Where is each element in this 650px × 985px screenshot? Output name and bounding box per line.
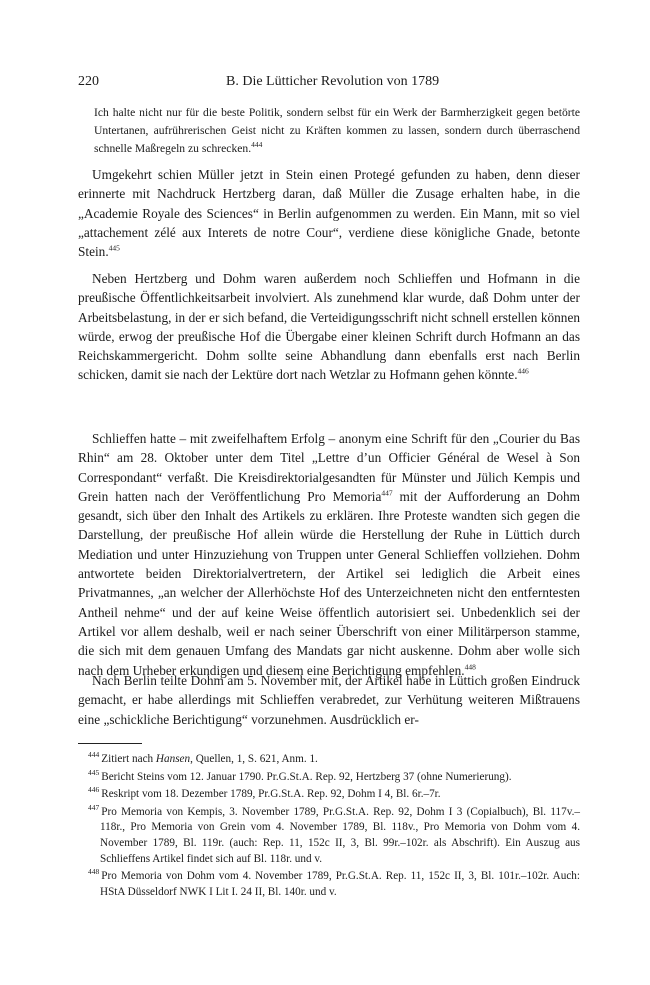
footnotes — [78, 752, 580, 902]
footnote-text: , Quellen, 1, S. 621, Anm. 1. — [190, 753, 318, 765]
footnote-number: 444 — [88, 750, 100, 760]
footnote-ref: 448 — [464, 662, 476, 672]
footnote-number: 446 — [88, 785, 100, 795]
paragraph-text: Schlieffen hatte – mit zweifelhaftem Erfolg – anonym eine Schrift für den „Courier du Bas Rhin“ am 28. Oktober unter dem Titel „Lettre d’un Officier Général de Wesel à Son Correspondant“ verfaßt. Die Kreisdirektorialgesandten für Münster und Jülich Kempis und Grein hatten nach der Veröffentlichung Pro Memoria — [78, 431, 580, 504]
footnote-number: 448 — [88, 867, 100, 877]
paragraph-text: mit der Aufforderung an Dohm gesandt, sich über den Inhalt des Artikels zu erklären. Ihre Proteste wandten sich gegen die Darstellung, der preußische Hof allein würde die Herstellung der Ruhe in Lüttich durch Mediation und unter Hinzuziehung von Truppen unter General Schlieffen vollziehen. Dohm antwortete beiden Direktorialvertretern, der Artikel sei lediglich die Arbeit eines Privatmannes, „an welcher der Allerhöchste Hof des Unterzeichneten nicht den entferntesten Antheil nehme“ und der auf keine Weise öffentlich autorisiert sei. Unbedenklich sei der Artikel vor allem deshalb, weil er nach seiner Überschrift von einer Militärperson stamme, die sich mit dem genauen Umfang des Mandats gar nicht auskenne. Dohm aber wolle sich nach dem Urheber erkundigen und diesem eine Berichtigung empfehlen. — [78, 488, 580, 678]
footnote — [78, 752, 580, 768]
page-header — [78, 74, 578, 94]
footnote-ref: 447 — [381, 488, 393, 498]
footnote-text: Reskript vom 18. Dezember 1789, Pr.G.St.A. Rep. 92, Dohm I 4, Bl. 6r.–7r. — [101, 788, 441, 801]
footnote-text: Pro Memoria von Kempis, 3. November 1789, Pr.G.St.A. Rep. 92, Dohm I 3 (Copialbuch), Bl. 117v.–118r., Pro Memoria von Grein vom 4. November 1789, Bl. 118v., Pro Memoria von Dohm vom 4. November 1789, Bl. 119r. (auch: Rep. 11, 152c II, 3, Bl. 99r.–102r. als Abschrift). Ein Auszug aus Schlieffens Artikel findet sich auf Bl. 118r. und v. — [100, 805, 580, 865]
footnote — [78, 869, 580, 900]
paragraph — [78, 671, 580, 729]
running-title: B. Die Lütticher Revolution von 1789 — [226, 74, 440, 89]
footnote-author: Hansen — [155, 753, 191, 765]
footnote-ref: 446 — [517, 367, 529, 377]
page-number: 220 — [78, 74, 99, 89]
footnote-text: Bericht Steins vom 12. Januar 1790. Pr.G.St.A. Rep. 92, Hertzberg 37 (ohne Numerierung). — [101, 770, 512, 783]
block-quote — [94, 104, 580, 158]
footnote-text: Pro Memoria von Dohm vom 4. November 1789, Pr.G.St.A. Rep. 11, 152c II, 3, Bl. 101r.–102r. Auch: HStA Düsseldorf NWK I Lit I. 24 II, Bl. 140r. und v. — [100, 870, 580, 898]
paragraph — [78, 165, 580, 261]
footnote-number: 445 — [88, 767, 100, 777]
paragraph-text: Nach Berlin teilte Dohm am 5. November mit, der Artikel habe in Lüttich großen Eindruck gemacht, er habe allerdings mit Schlieffen verabredet, zur Verhütung weiteren Mißtrauens eine „schickliche Berichtigung“ vorzunehmen. Ausdrücklich er- — [78, 673, 580, 727]
footnote — [78, 787, 580, 803]
paragraph-text: Umgekehrt schien Müller jetzt in Stein einen Protegé gefunden zu haben, denn dieser erinnerte mit Nachdruck Hertzberg daran, daß Müller die Zusage erhalten habe, in die „Academie Royale des Sciences“ in Berlin aufgenommen zu werden. Ein Mann, mit so viel „attachement zélé aux Interets de notre Cour“, verdiene diese königliche Gnade, betonte Stein. — [78, 167, 580, 260]
paragraph-text: Neben Hertzberg und Dohm waren außerdem noch Schlieffen und Hofmann in die preußische Öffentlichkeitsarbeit involviert. Als zunehmend klar wurde, daß Dohm unter der Arbeitsbelastung, in der er sich befand, die Verteidigungsschrift nicht schnell erstellen können würde, erwog der preußische Hof die Übergabe einer kleinen Schrift durch Hofmann an das Reichskammergericht. Dohm sollte seine Abhandlung dann ebenfalls erst nach Berlin schicken, damit sie nach der Lektüre dort nach Wetzlar zu Hofmann gehen könnte. — [78, 271, 580, 383]
footnote-ref: 445 — [108, 243, 120, 253]
paragraph — [78, 269, 580, 385]
footnote-text: Zitiert nach — [101, 753, 156, 765]
footnote — [78, 805, 580, 867]
footnote-divider — [78, 743, 142, 744]
footnote-number: 447 — [88, 803, 100, 813]
footnote — [78, 767, 580, 786]
paragraph — [78, 429, 580, 680]
footnote-ref: 444 — [251, 140, 263, 150]
block-quote-text: Ich halte nicht nur für die beste Politik, sondern selbst für ein Werk der Barmherzigkeit gegen betörte Untertanen, aufrührerischen Geist nicht zu Kräften kommen zu lassen, sondern durch überraschend schnelle Maßregeln zu schrecken. — [94, 106, 580, 155]
